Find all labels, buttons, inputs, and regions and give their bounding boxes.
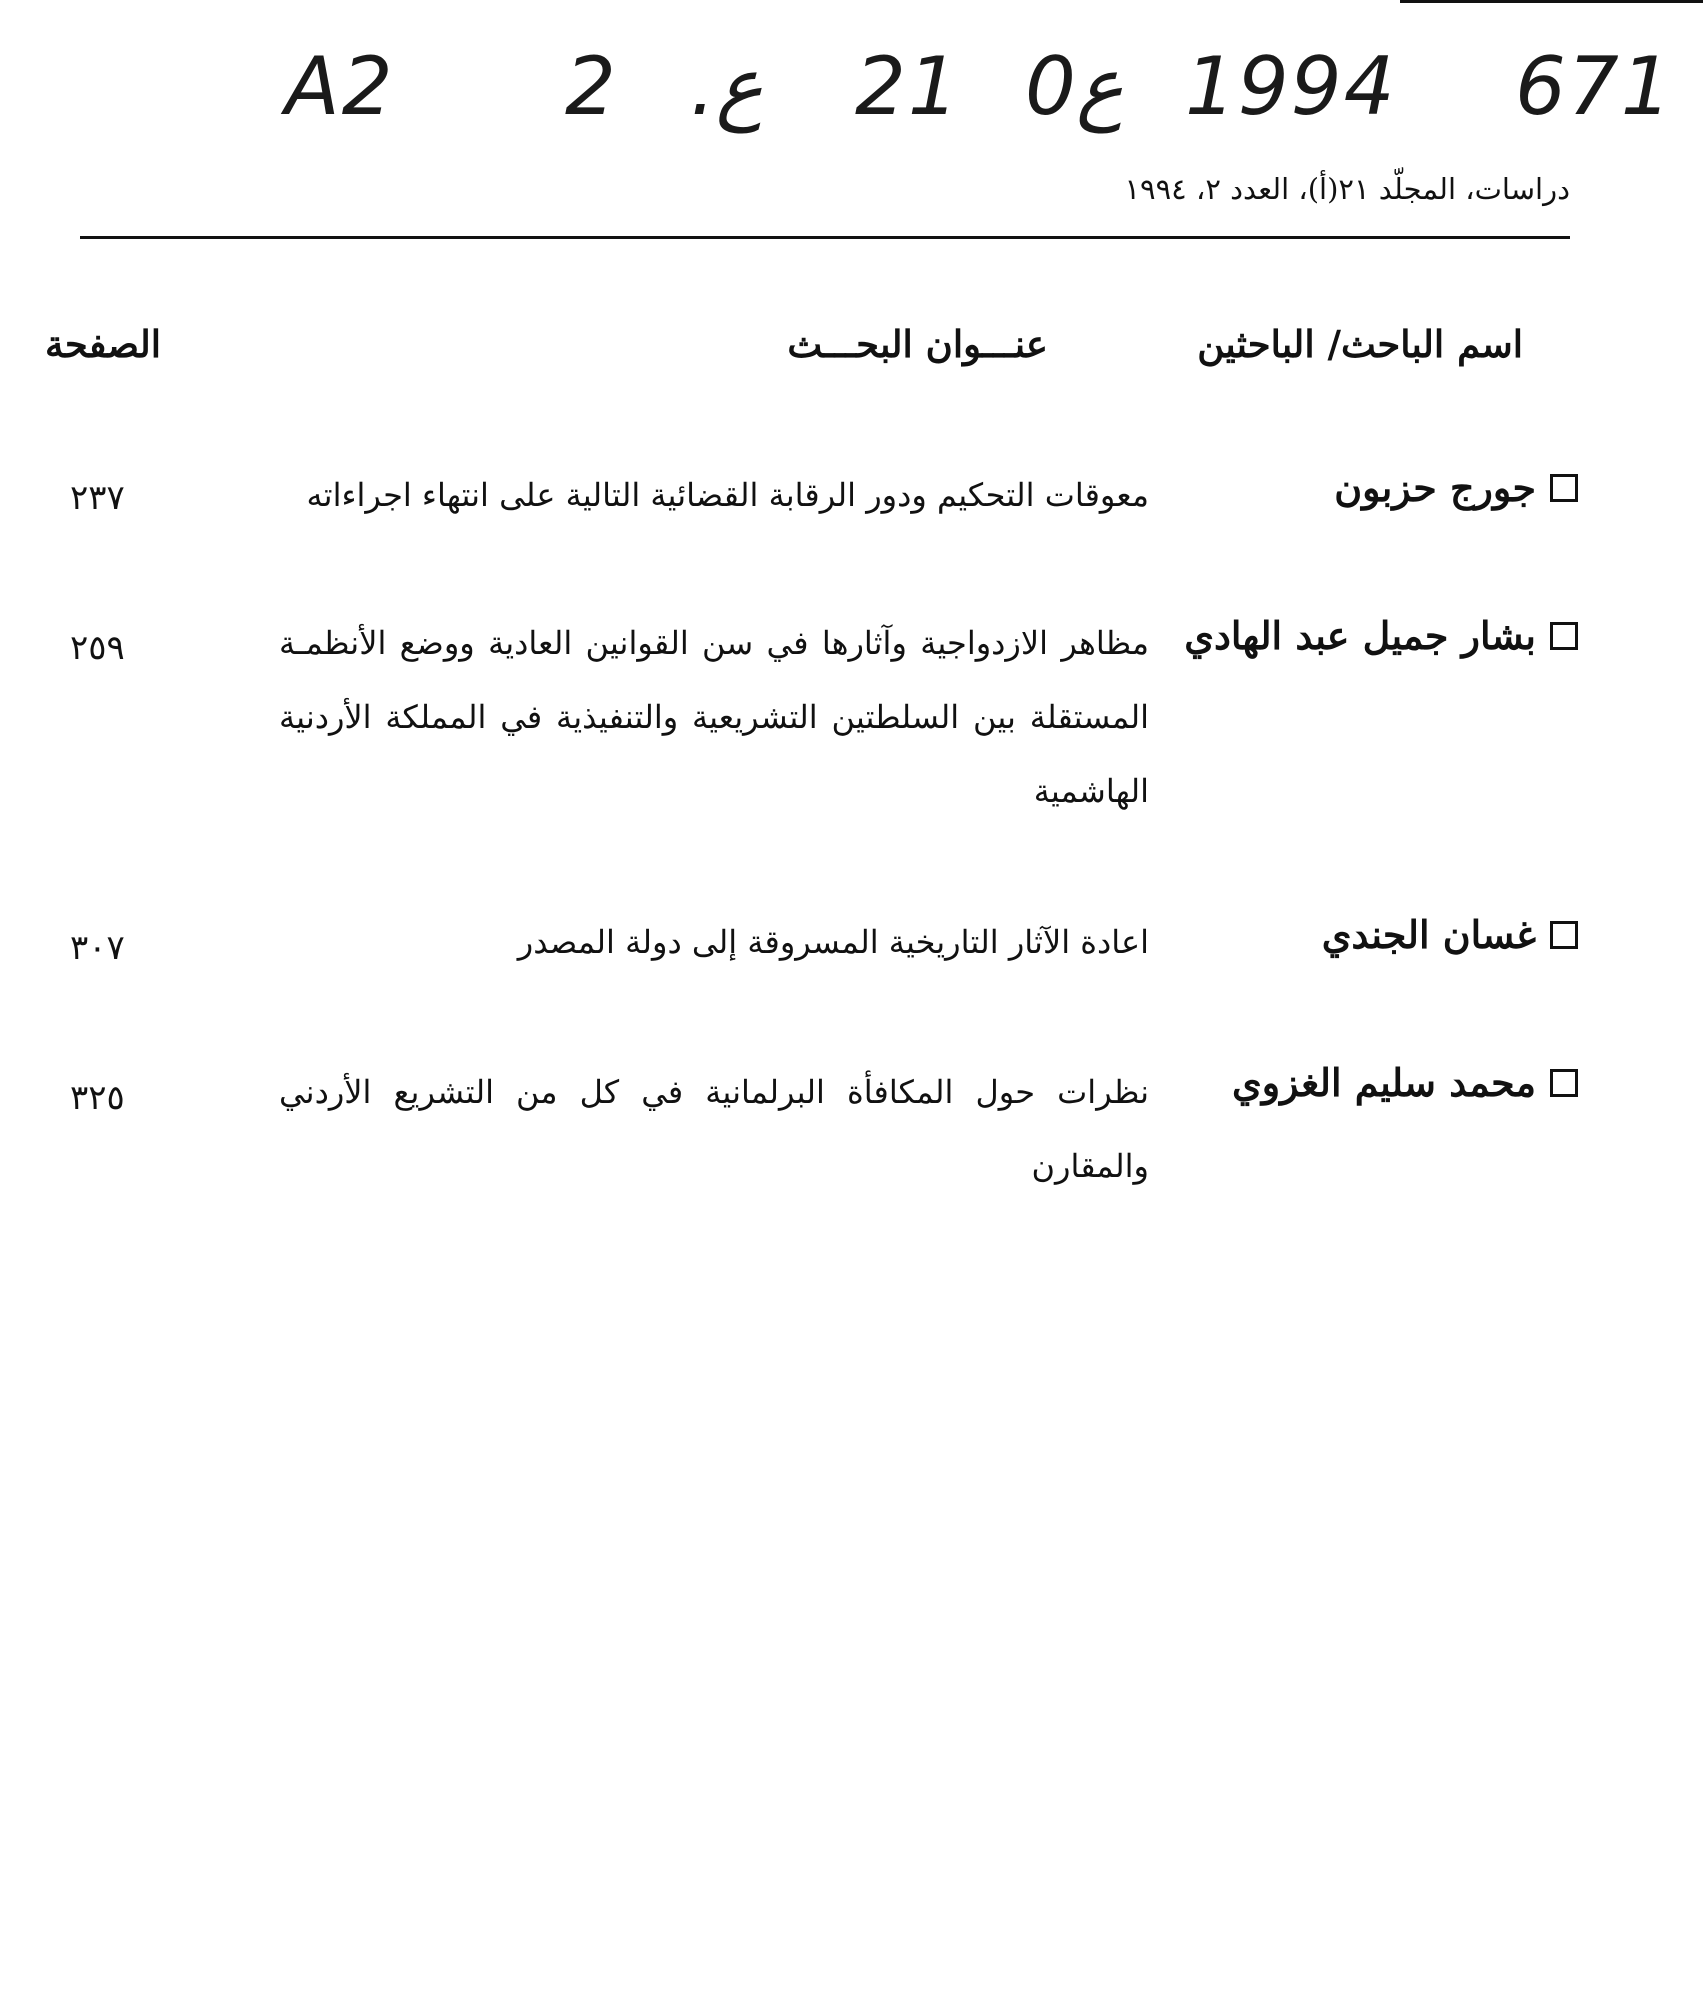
entry-author xyxy=(1322,912,1578,957)
entry-author-name: جورج حزبون xyxy=(1334,465,1536,510)
entry-author xyxy=(1184,613,1578,658)
entry-title: نظرات حول المكافأة البرلمانية في كل من التشريع الأردني والمقارن xyxy=(279,1073,1149,1185)
handwritten-note-part: 2 xyxy=(565,40,618,133)
entry-title: اعادة الآثار التاريخية المسروقة إلى دولة المصدر xyxy=(517,923,1149,961)
checkbox-icon xyxy=(1550,921,1578,949)
top-edge-rule xyxy=(1400,0,1703,3)
checkbox-icon xyxy=(1550,1069,1578,1097)
checkbox-icon xyxy=(1550,474,1578,502)
entry-page-number: ٣٠٧ xyxy=(70,928,125,968)
handwritten-note-part: A2 xyxy=(285,40,395,133)
entry-author-name: بشار جميل عبد الهادي xyxy=(1184,613,1536,658)
handwritten-note-part: .ع xyxy=(690,40,764,133)
entry-author-name: غسان الجندي xyxy=(1321,912,1536,957)
handwritten-note-part: ع0 xyxy=(1025,40,1124,133)
handwritten-note-part: 671 xyxy=(1515,40,1674,133)
handwritten-note-part: 21 xyxy=(855,40,961,133)
entry-page-number: ٢٣٧ xyxy=(70,478,125,518)
header-rule xyxy=(80,236,1570,239)
entry-page-number: ٢٥٩ xyxy=(70,628,125,668)
entry-author xyxy=(1232,1060,1578,1105)
entry-title: مظاهر الازدواجية وآثارها في سن القوانين العادية ووضع الأنظمـة المستقلة بين السلطتين التشريعية والتنفيذية في المملكة الأردنية الهاشمية xyxy=(279,624,1150,810)
entry-author-name: محمد سليم الغزوي xyxy=(1232,1060,1536,1105)
handwritten-note-part: 1994 xyxy=(1185,40,1397,133)
column-header-title: عنـــوان البحـــث xyxy=(787,322,1048,366)
running-head: دراسات، المجلّد ٢١(أ)، العدد ٢، ١٩٩٤ xyxy=(1124,172,1570,206)
column-header-author: اسم الباحث/ الباحثين xyxy=(1197,322,1523,366)
entry-title: معوقات التحكيم ودور الرقابة القضائية التالية على انتهاء اجراءاته xyxy=(306,476,1149,514)
checkbox-icon xyxy=(1550,622,1578,650)
column-header-page: الصفحة xyxy=(45,322,162,366)
entry-author xyxy=(1334,465,1578,510)
entry-page-number: ٣٢٥ xyxy=(70,1078,125,1118)
